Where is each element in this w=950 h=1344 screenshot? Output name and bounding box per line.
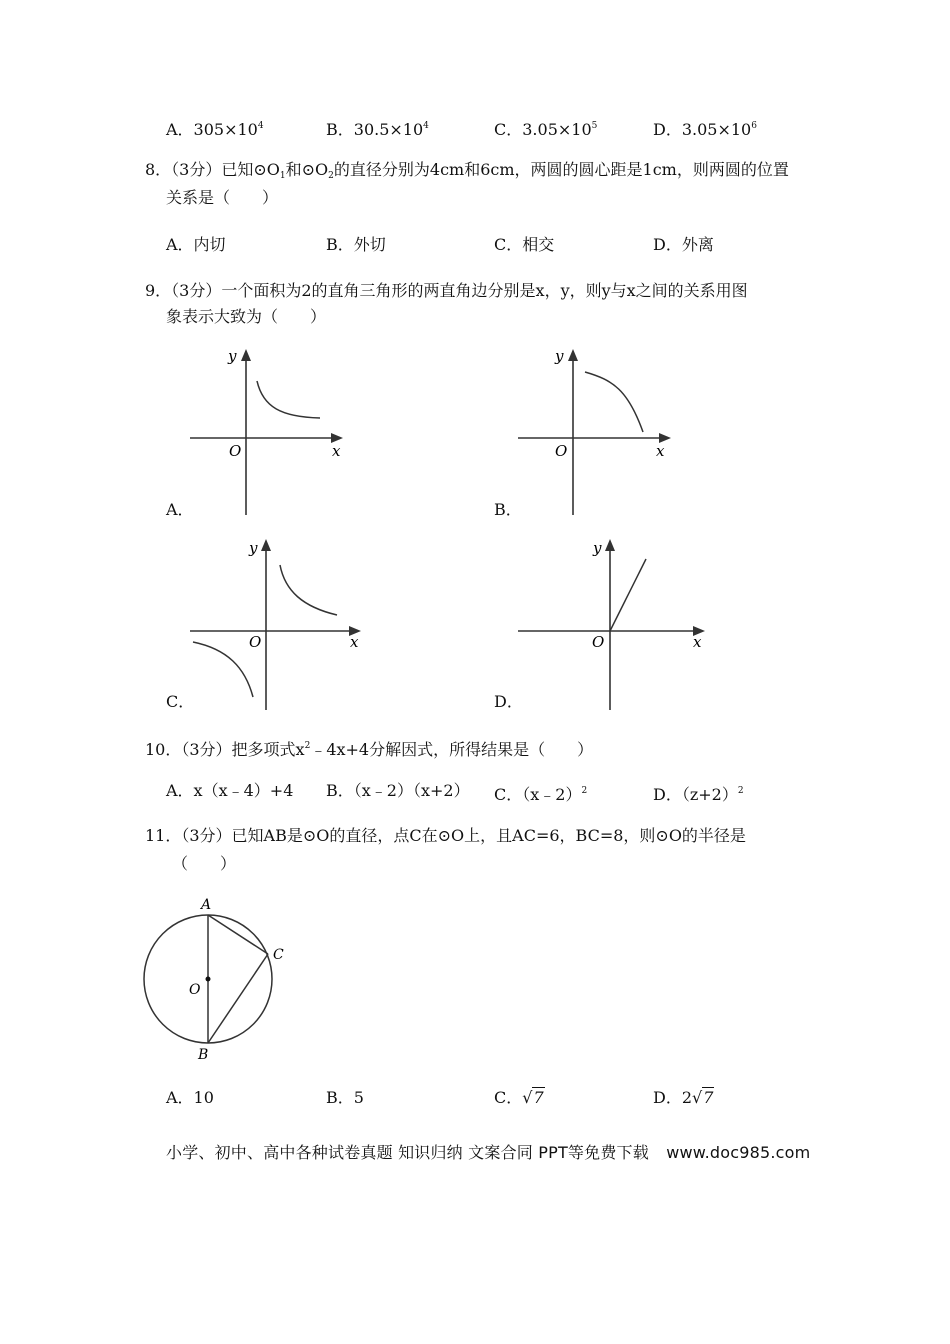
graph-d-origin: O	[592, 633, 605, 651]
q10-stem	[145, 736, 593, 760]
q10-option-c-text: C．（x﹣2）	[494, 785, 582, 804]
footer	[166, 1140, 810, 1163]
q8-option-c: C．相交	[494, 235, 555, 254]
q8-line1	[145, 160, 789, 186]
graph-d-x-label: x	[693, 633, 702, 651]
q11-circle-diagram	[130, 890, 300, 1070]
q7-option-b-exp: 4	[423, 121, 429, 131]
q10-option-d-text: D．（z+2）	[653, 785, 738, 804]
q11-option-d	[653, 1088, 714, 1108]
point-b-label: B	[198, 1047, 209, 1063]
q9-graph-a	[185, 345, 355, 520]
sqrt-7-d: √7	[692, 1088, 714, 1107]
q10-text-part2: ﹣4x+4分解因式，所得结果是（ ）	[310, 740, 594, 759]
q7-option-a-exp: 4	[257, 121, 264, 131]
q9-line2: 象表示大致为（ ）	[166, 307, 327, 326]
point-c-label: C	[273, 947, 284, 963]
q11-option-d-text: D．2	[653, 1088, 693, 1107]
q11-line2: （ ）	[172, 854, 237, 873]
graph-a-x-label: x	[332, 442, 341, 460]
graph-c-origin: O	[249, 633, 262, 651]
point-o-label: O	[189, 982, 201, 998]
q10-option-b: B．（x﹣2）（x+2）	[326, 781, 470, 800]
q7-option-c-exp: 5	[591, 121, 598, 131]
q11-option-b: B．5	[326, 1088, 364, 1107]
q10-option-d	[653, 781, 744, 805]
q8-sub1: 1	[279, 171, 286, 181]
q7-option-a-text: A．305×10	[166, 120, 258, 139]
graph-b-y-label: y	[555, 347, 564, 365]
q11-option-c-text: C．	[494, 1088, 523, 1107]
q7-option-d-text: D．3.05×10	[653, 120, 752, 139]
q10-text-part1: 10．（3分）把多项式x	[145, 740, 305, 759]
q11-option-c	[494, 1088, 545, 1108]
q8-option-d: D．外离	[653, 235, 714, 254]
q8-option-a: A．内切	[166, 235, 226, 254]
q9-graph-c	[185, 535, 370, 715]
q7-option-a	[166, 116, 264, 140]
q7-option-d-exp: 6	[751, 121, 757, 131]
graph-b-origin: O	[555, 442, 568, 460]
q10-exp: 2	[304, 741, 311, 751]
q9-option-b-label: B．	[494, 500, 522, 519]
q9-option-d-label: D．	[494, 692, 523, 711]
graph-c-x-label: x	[350, 633, 359, 651]
q11-option-c-radicand: 7	[533, 1088, 544, 1107]
q11-option-a: A．10	[166, 1088, 214, 1107]
q11-option-d-radicand: 7	[703, 1088, 714, 1107]
point-a-label: A	[201, 897, 212, 913]
footer-text: 小学、初中、高中各种试卷真题 知识归纳 文案合同 PPT等免费下载	[166, 1143, 649, 1162]
q9-graph-d	[513, 535, 713, 715]
q8-text-part1: 8．（3分）已知⊙O	[145, 160, 280, 179]
q9-line1: 9．（3分）一个面积为2的直角三角形的两直角边分别是x，y，则y与x之间的关系用图	[145, 281, 748, 300]
q10-option-d-exp: 2	[737, 786, 744, 796]
graph-c-y-label: y	[249, 539, 258, 557]
graph-a-origin: O	[229, 442, 242, 460]
q7-option-c-text: C．3.05×10	[494, 120, 592, 139]
q8-option-b: B．外切	[326, 235, 386, 254]
q9-option-a-label: A．	[166, 500, 194, 519]
q8-sub2: 2	[328, 171, 334, 181]
q7-option-b-text: B．30.5×10	[326, 120, 424, 139]
q9-graph-b	[513, 345, 683, 520]
graph-b-x-label: x	[656, 442, 665, 460]
q7-option-b	[326, 116, 429, 140]
q7-option-d	[653, 116, 757, 140]
q9-option-c-label: C．	[166, 692, 195, 711]
q8-text-part2: 和⊙O	[285, 160, 329, 179]
q10-option-c	[494, 781, 587, 805]
q10-option-c-exp: 2	[581, 786, 588, 796]
footer-url[interactable]: www.doc985.com	[666, 1143, 811, 1162]
q8-line2: 关系是（ ）	[166, 188, 279, 207]
graph-d-y-label: y	[593, 539, 602, 557]
sqrt-7-c: √7	[522, 1088, 544, 1107]
q7-option-c	[494, 116, 597, 140]
graph-a-y-label: y	[228, 347, 237, 365]
q10-option-a: A．x（x﹣4）+4	[166, 781, 294, 800]
q11-line1: 11．（3分）已知AB是⊙O的直径，点C在⊙O上，且AC=6，BC=8，则⊙O的半径是	[145, 826, 746, 845]
q8-text-part3: 的直径分别为4cm和6cm，两圆的圆心距是1cm，则两圆的位置	[333, 160, 789, 179]
